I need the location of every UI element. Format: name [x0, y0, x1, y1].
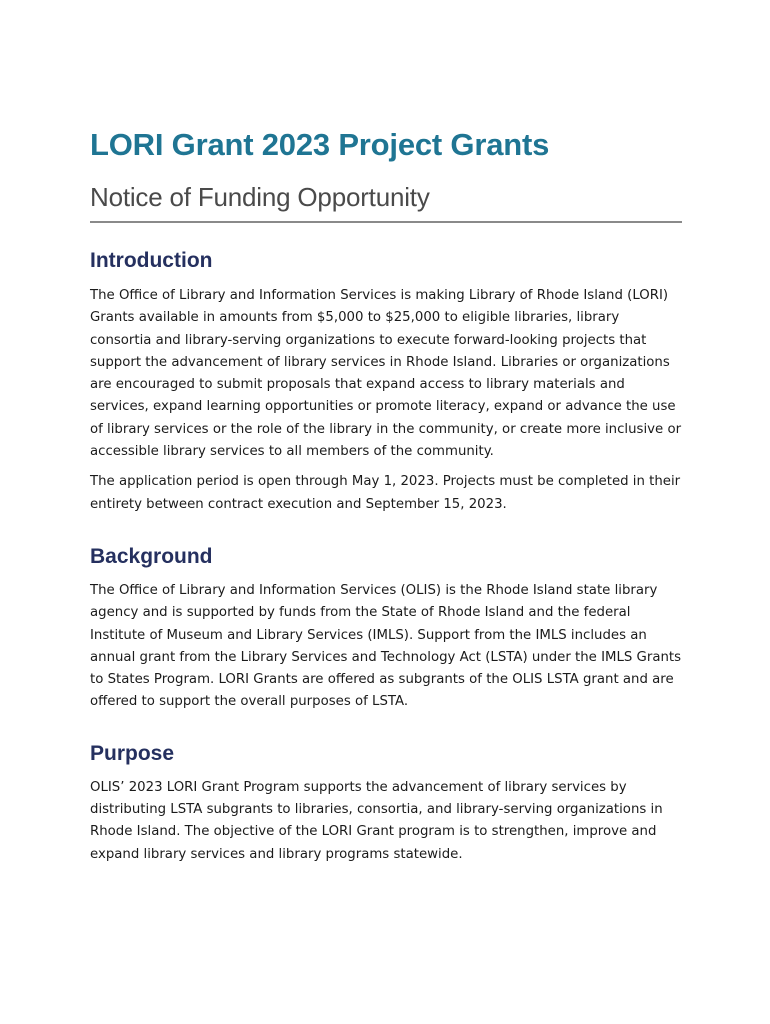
introduction-paragraph: The Office of Library and Information Services is making Library of Rhode Island (LORI) Grants available in amounts from $5,000 to $25,000 to eligible libraries, library consortia and library-serving organizations to execute forward-looking projects that support the advancement of library services in Rhode Island. Libraries or organizations are encouraged to submit proposals that expand access to library materials and services, expand learning opportunities or promote literacy, expand or advance the use of library services or the role of the library in the community, or create more inclusive or accessible library services to all members of the community. — [90, 288, 682, 460]
introduction-heading: Introduction — [90, 249, 213, 272]
purpose-heading: Purpose — [90, 741, 175, 765]
document-subtitle: Notice of Funding Opportunity — [90, 179, 682, 223]
document-title: LORI Grant 2023 Project Grants — [90, 127, 550, 162]
background-paragraph: The Office of Library and Information Services (OLIS) is the Rhode Island state library agency and is supported by funds from the State of Rhode Island and the federal Institute of Museum and Library Services (IMLS). Support from the IMLS includes an annual grant from the Library Services and Technology Act (LSTA) under the IMLS Grants to States Program. LORI Grants are offered as subgrants of the OLIS LSTA grant and are offered to support the overall purposes of LSTA. — [90, 582, 682, 710]
background-section — [90, 543, 682, 714]
introduction-section — [90, 247, 682, 516]
purpose-paragraph: OLIS’ 2023 LORI Grant Program supports the advancement of library services by distributing LSTA subgrants to libraries, consortia, and library-serving organizations in Rhode Island. The objective of the LORI Grant program is to strengthen, improve and expand library services and library programs statewide. — [90, 779, 663, 862]
background-heading: Background — [90, 544, 213, 568]
document-content — [90, 124, 682, 866]
purpose-section — [90, 740, 682, 866]
application-period-paragraph: The application period is open through May 1, 2023. Projects must be completed in their entirety between contract execution and September 15, 2023. — [90, 474, 681, 512]
